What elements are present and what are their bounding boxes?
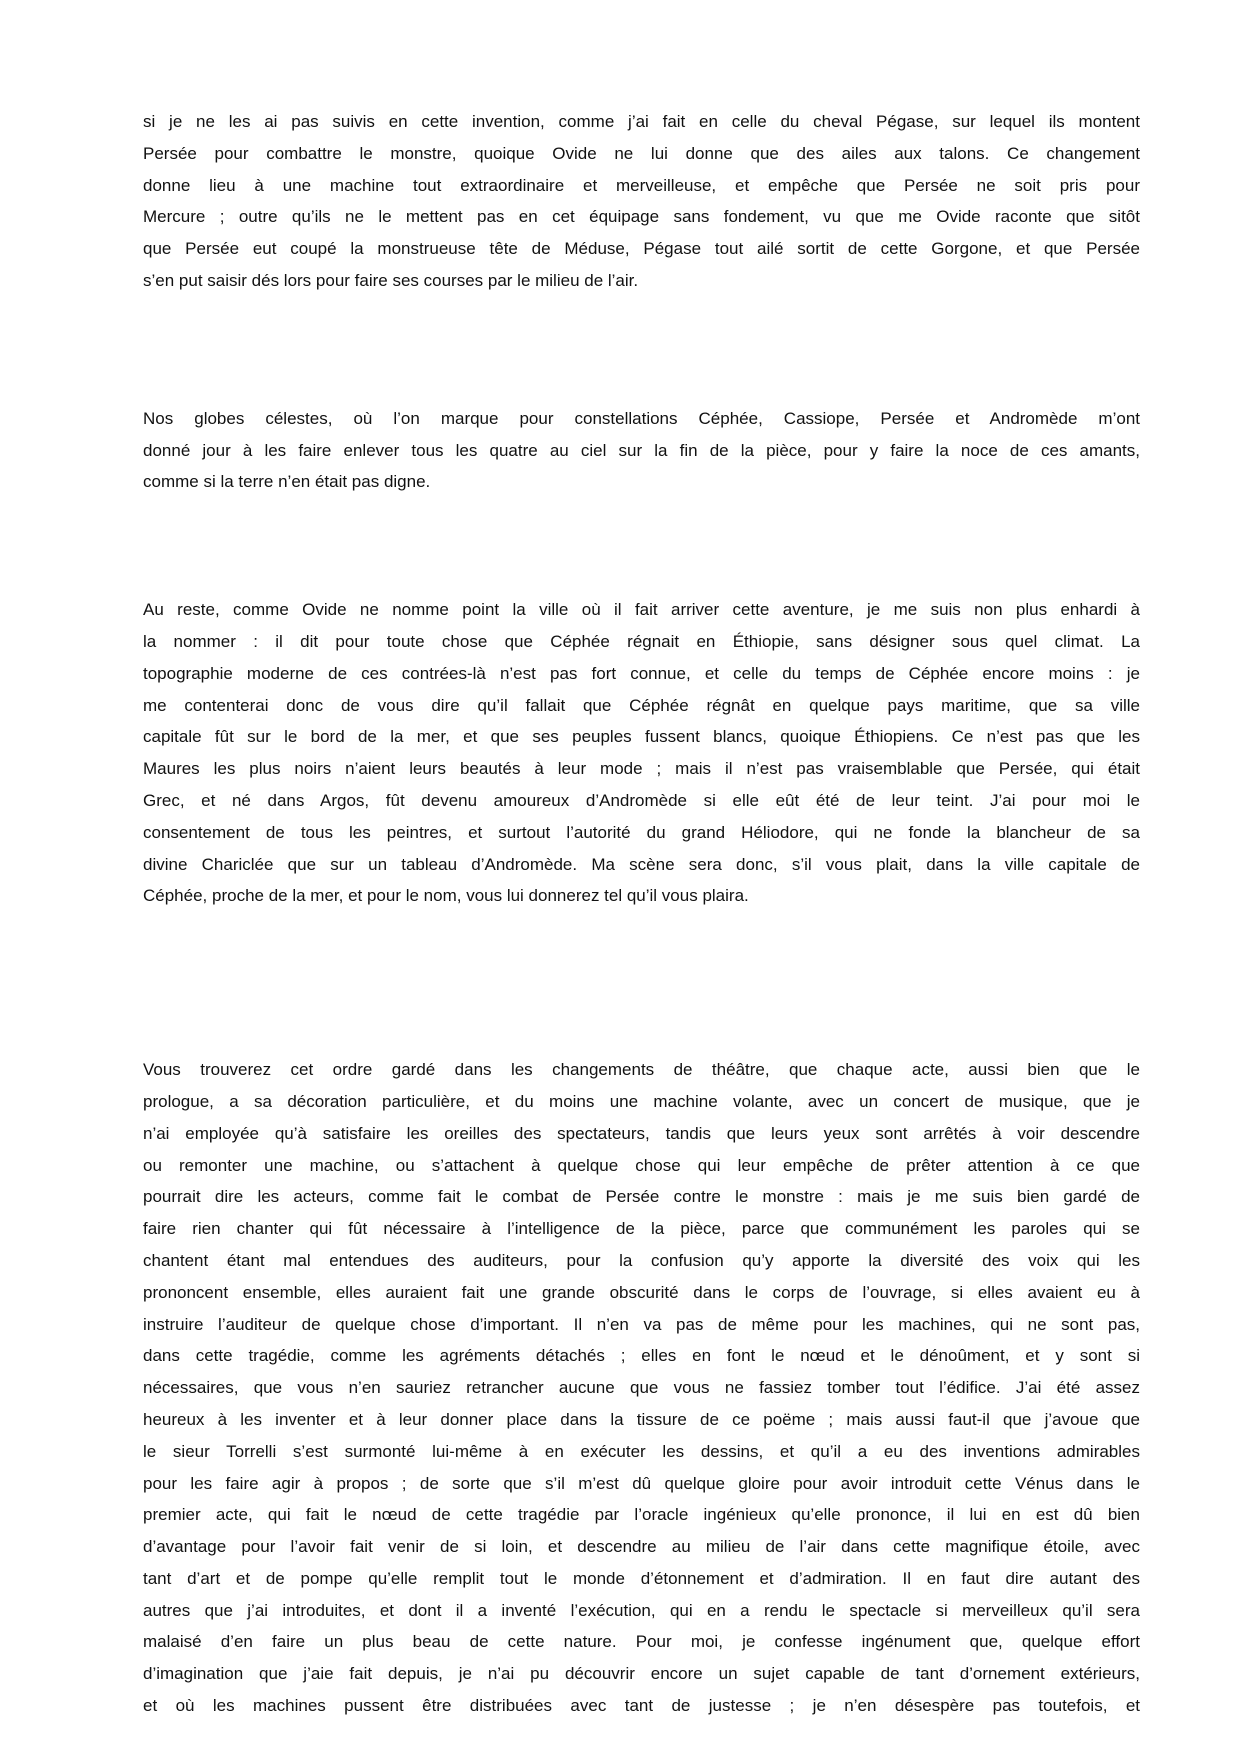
text-line: heureux à les inventer et à leur donner place dans la tissure de ce poëme ; mais aussi faut-il que j’avoue que: [143, 1409, 1140, 1429]
text-line: et où les machines pussent être distribuées avec tant de justesse ; je n’en désespère pas toutefois, et: [143, 1696, 1140, 1716]
text-line: chantent étant mal entendues des auditeurs, pour la confusion qu’y apporte la diversité des voix qui les: [143, 1250, 1140, 1270]
text-line: donne lieu à une machine tout extraordinaire et merveilleuse, et empêche que Persée ne soit pris pour: [143, 175, 1140, 195]
text-line: premier acte, qui fait le nœud de cette tragédie par l’oracle ingénieux qu’elle prononce, il lui en est dû bien: [143, 1505, 1140, 1525]
paragraph-pegase: [143, 106, 1140, 297]
text-line: que Persée eut coupé la monstrueuse tête de Méduse, Pégase tout ailé sortit de cette Gorgone, et que Persée: [143, 239, 1140, 259]
text-line: s’en put saisir dés lors pour faire ses courses par le milieu de l’air.: [143, 270, 639, 290]
paragraph-au-reste: [143, 594, 1140, 912]
text-line: si je ne les ai pas suivis en cette invention, comme j’ai fait en celle du cheval Pégase, sur lequel ils montent: [143, 112, 1140, 131]
text-line: n’ai employée qu’à satisfaire les oreilles des spectateurs, tandis que leurs yeux sont arrêtés à voir descendre: [143, 1123, 1140, 1143]
text-line: nécessaires, que vous n’en sauriez retrancher aucune que vous ne fassiez tomber tout l’édifice. J’ai été assez: [143, 1378, 1140, 1398]
text-line: Nos globes célestes, où l’on marque pour constellations Céphée, Cassiope, Persée et Andromède m’ont: [143, 408, 1140, 428]
text-line: donné jour à les faire enlever tous les quatre au ciel sur la fin de la pièce, pour y faire la noce de ces amants,: [143, 440, 1140, 460]
text-line: malaisé d’en faire un plus beau de cette nature. Pour moi, je confesse ingénument que, quelque effort: [143, 1632, 1140, 1652]
text-line: instruire l’auditeur de quelque chose d’important. Il n’en va pas de même pour les machines, qui ne sont pas,: [143, 1314, 1140, 1334]
text-line: topographie moderne de ces contrées-là n’est pas fort connue, et celle du temps de Céphée encore moins : je: [143, 663, 1140, 683]
text-line: comme si la terre n’en était pas digne.: [143, 472, 431, 492]
text-line: Vous trouverez cet ordre gardé dans les changements de théâtre, que chaque acte, aussi bien que le: [143, 1060, 1140, 1080]
text-line: prononcent ensemble, elles auraient fait une grande obscurité dans le corps de l’ouvrage, si elles avaient eu à: [143, 1282, 1140, 1302]
text-line: autres que j’ai introduites, et dont il a inventé l’exécution, qui en a rendu le spectacle si merveilleux qu’il sera: [143, 1600, 1140, 1620]
text-line: Céphée, proche de la mer, et pour le nom, vous lui donnerez tel qu’il vous plaira.: [143, 886, 749, 906]
text-line: Grec, et né dans Argos, fût devenu amoureux d’Andromède si elle eût été de leur teint. J’ai pour moi le: [143, 790, 1140, 810]
text-line: faire rien chanter qui fût nécessaire à l’intelligence de la pièce, parce que communément les paroles qui se: [143, 1219, 1140, 1239]
text-line: ou remonter une machine, ou s’attachent à quelque chose qui leur empêche de prêter attention à ce que: [143, 1155, 1140, 1175]
document-page: [143, 106, 1140, 1722]
text-line: pour les faire agir à propos ; de sorte que s’il m’est dû quelque gloire pour avoir introduit cette Vénus dans le: [143, 1473, 1140, 1493]
text-line: le sieur Torrelli s’est surmonté lui-même à en exécuter les dessins, et qu’il a eu des inventions admirables: [143, 1441, 1140, 1461]
text-line: me contenterai donc de vous dire qu’il fallait que Céphée régnât en quelque pays maritime, que sa ville: [143, 695, 1140, 715]
text-line: Persée pour combattre le monstre, quoique Ovide ne lui donne que des ailes aux talons. Ce changement: [143, 143, 1140, 163]
text-line: divine Chariclée que sur un tableau d’Andromède. Ma scène sera donc, s’il vous plait, dans la ville capitale de: [143, 854, 1140, 874]
text-line: dans cette tragédie, comme les agréments détachés ; elles en font le nœud et le dénoûment, et y sont si: [143, 1346, 1140, 1366]
text-line: Au reste, comme Ovide ne nomme point la ville où il fait arriver cette aventure, je me suis non plus enhardi à: [143, 600, 1140, 620]
text-line: pourrait dire les acteurs, comme fait le combat de Persée contre le monstre : mais je me suis bien gardé de: [143, 1187, 1140, 1207]
text-line: Mercure ; outre qu’ils ne le mettent pas en cet équipage sans fondement, vu que me Ovide raconte que sitôt: [143, 207, 1140, 227]
text-line: consentement de tous les peintres, et surtout l’autorité du grand Héliodore, qui ne fonde la blancheur de sa: [143, 822, 1140, 842]
text-line: prologue, a sa décoration particulière, et du moins une machine volante, avec un concert de musique, que je: [143, 1091, 1140, 1111]
text-line: Maures les plus noirs n’aient leurs beautés à leur mode ; mais il n’est pas vraisemblable que Persée, qui était: [143, 759, 1140, 779]
text-line: la nommer : il dit pour toute chose que Céphée régnait en Éthiopie, sans désigner sous quel climat. La: [143, 631, 1140, 651]
paragraph-changements-theatre: [143, 1054, 1140, 1722]
paragraph-globes-celestes: [143, 403, 1140, 498]
text-line: tant d’art et de pompe qu’elle remplit tout le monde d’étonnement et d’admiration. Il en faut dire autant des: [143, 1568, 1140, 1588]
text-line: d’imagination que j’aie fait depuis, je n’ai pu découvrir encore un sujet capable de tant d’ornement extérieurs,: [143, 1664, 1140, 1684]
text-line: d’avantage pour l’avoir fait venir de si loin, et descendre au milieu de l’air dans cette magnifique étoile, avec: [143, 1537, 1140, 1557]
text-line: capitale fût sur le bord de la mer, et que ses peuples fussent blancs, quoique Éthiopiens. Ce n’est pas que les: [143, 727, 1140, 747]
